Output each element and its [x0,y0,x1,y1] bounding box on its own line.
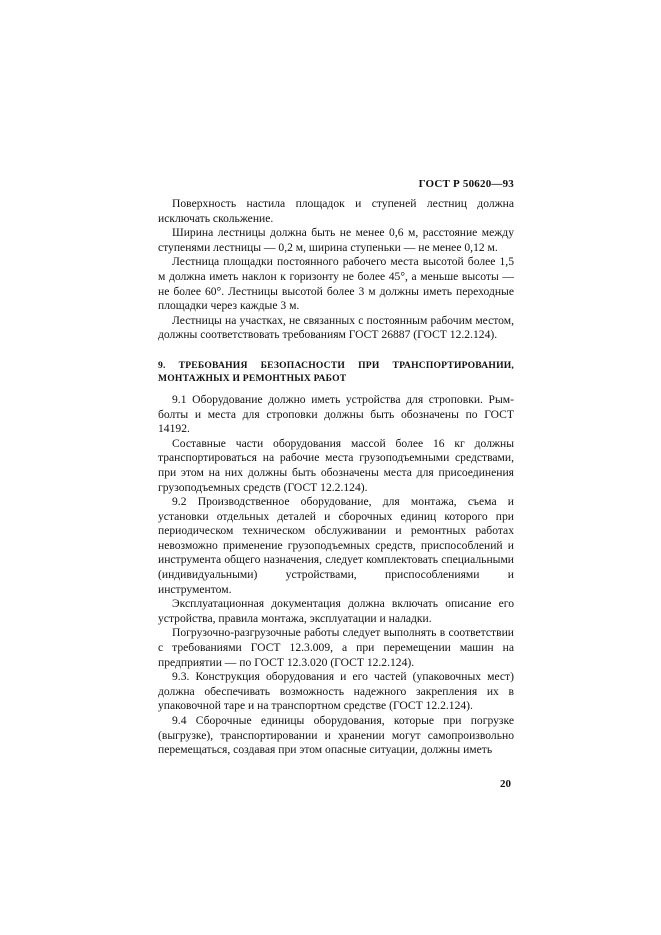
section-heading: 9. ТРЕБОВАНИЯ БЕЗОПАСНОСТИ ПРИ ТРАНСПОРТИРОВАНИИ, МОНТАЖНЫХ И РЕМОНТНЫХ РАБОТ [158,359,514,384]
paragraph: 9.4 Сборочные единицы оборудования, которые при погрузке (выгрузке), транспортировании и хранении могут самопроизвольно перемещаться, создавая при этом опасные ситуации, должны иметь [158,714,514,757]
document-body [158,197,514,758]
paragraph: 9.1 Оборудование должно иметь устройства для строповки. Рым-болты и места для строповки должны быть обозначены по ГОСТ 14192. [158,392,514,436]
paragraph: 9.2 Производственное оборудование, для монтажа, съема и установки отдельных деталей и сборочных единиц которого при периодическом техническом обслуживании и ремонтных работах невозможно применение грузоподъемных средств, приспособлений и инструмента общего назначения, следует комплектовать специальными (индивидуальными) устройствами, приспособлениями и инструментом. [158,495,514,596]
document-code-header: ГОСТ Р 50620—93 [418,178,514,190]
paragraph: Погрузочно-разгрузочные работы следует выполнять в соответствии с требованиями ГОСТ 12.3.009, а при перемещении машин на предприятии — по ГОСТ 12.3.020 (ГОСТ 12.2.124). [158,626,514,669]
paragraph: Ширина лестницы должна быть не менее 0,6 м, расстояние между ступенями лестницы — 0,2 м, ширина ступеньки — не менее 0,12 м. [158,226,514,254]
paragraph: Поверхность настила площадок и ступеней лестниц должна исключать скольжение. [158,197,514,225]
page-number: 20 [500,778,511,790]
paragraph: Составные части оборудования массой более 16 кг должны транспортироваться на рабочие места грузоподъемными средствами, при этом на них должны быть обозначены места для присоединения грузоподъемных средств (ГОСТ 12.2.124). [158,436,514,494]
paragraph: Эксплуатационная документация должна включать описание его устройства, правила монтажа, эксплуатации и наладки. [158,597,514,625]
paragraph: Лестница площадки постоянного рабочего места высотой более 1,5 м должна иметь наклон к горизонту не более 45°, а меньше высоты — не более 60°. Лестницы высотой более 3 м должны иметь переходные площадки через каждые 3 м. [158,255,514,313]
paragraph: 9.3. Конструкция оборудования и его частей (упаковочных мест) должна обеспечивать возможность надежного закрепления их в упаковочной таре и на транспортном средстве (ГОСТ 12.2.124). [158,670,514,713]
paragraph: Лестницы на участках, не связанных с постоянным рабочим местом, должны соответствовать требованиям ГОСТ 26887 (ГОСТ 12.2.124). [158,313,514,342]
